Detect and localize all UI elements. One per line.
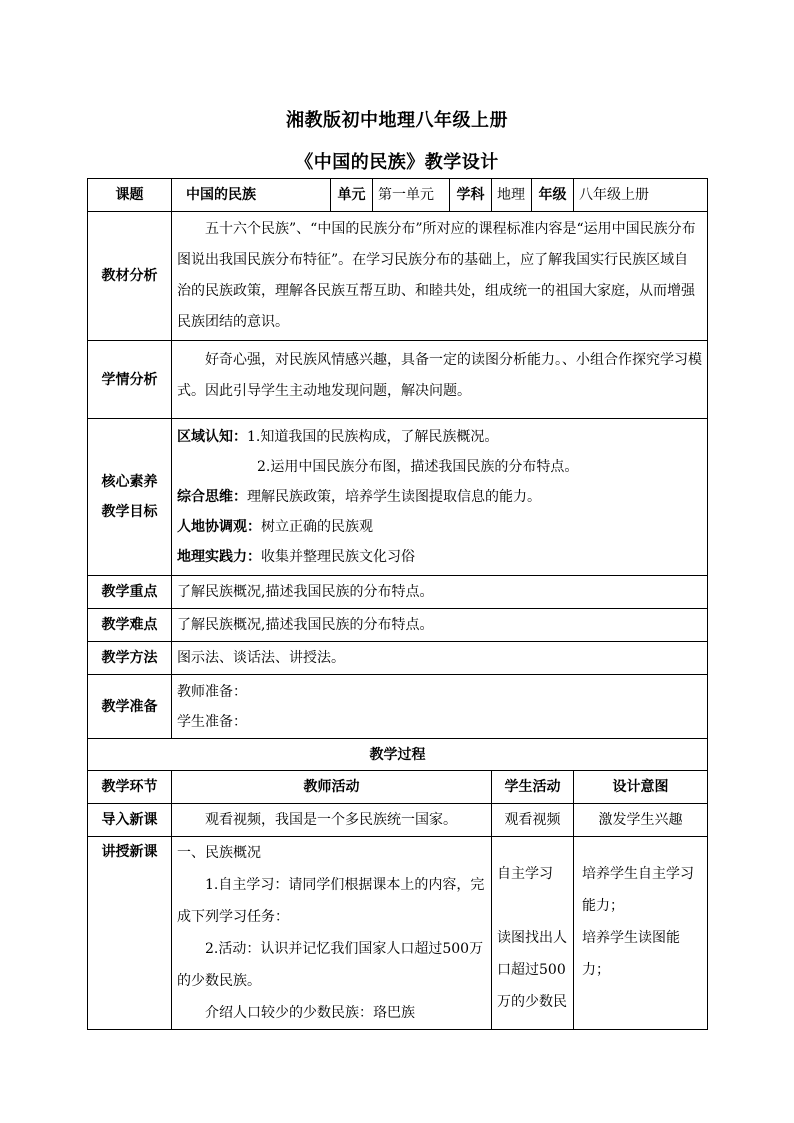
topic-value: 中国的民族 bbox=[172, 179, 331, 212]
harmony-label: 人地协调观： bbox=[177, 519, 261, 535]
process-header-row bbox=[88, 771, 708, 804]
regional-label: 区域认知： bbox=[177, 429, 247, 445]
lecture-teacher-4: 介绍人口较少的少数民族：珞巴族 bbox=[205, 1005, 415, 1021]
lecture-stage: 讲授新课 bbox=[88, 837, 172, 1030]
label-difficulty: 教学难点 bbox=[88, 609, 172, 642]
student-preparation: 学生准备： bbox=[177, 713, 247, 730]
difficulty-text: 了解民族概况,描述我国民族的分布特点。 bbox=[172, 609, 708, 642]
method-text: 图示法、谈话法、讲授法。 bbox=[172, 642, 708, 675]
lecture-intent bbox=[574, 837, 708, 1030]
lecture-row bbox=[88, 837, 708, 1030]
label-subject: 学科 bbox=[450, 179, 492, 212]
label-topic: 课题 bbox=[88, 179, 172, 212]
practice-label: 地理实践力： bbox=[177, 549, 261, 565]
lecture-student bbox=[492, 837, 574, 1030]
label-core-goals-line1: 核心素养 bbox=[101, 474, 158, 490]
method-row bbox=[88, 642, 708, 675]
label-core-goals bbox=[88, 419, 172, 576]
lecture-teacher-3: 2.活动：认识并记忆我们国家人口超过500万的少数民族。 bbox=[177, 941, 484, 989]
lecture-teacher-1: 一、民族概况 bbox=[177, 845, 261, 861]
regional-goal-1: 1.知道我国的民族构成，了解民族概况。 bbox=[247, 429, 499, 445]
student-analysis-text: 好奇心强，对民族风情感兴趣，具备一定的读图分析能力。、小组合作探究学习模式。因此引导学生主动地发现问题，解决问题。 bbox=[172, 341, 708, 419]
label-core-goals-line2: 教学目标 bbox=[101, 504, 158, 520]
lecture-intent-1: 培养学生自主学习能力； bbox=[582, 866, 694, 914]
document-subtitle: 《中国的民族》教学设计 bbox=[295, 152, 499, 173]
intro-intent: 激发学生兴趣 bbox=[574, 804, 708, 837]
document-title: 湘教版初中地理八年级上册 bbox=[286, 110, 508, 131]
thinking-goal: 理解民族政策，培养学生读图提取信息的能力。 bbox=[247, 489, 541, 505]
label-unit: 单元 bbox=[331, 179, 373, 212]
col-teacher-activity: 教师活动 bbox=[172, 771, 492, 804]
key-point-row bbox=[88, 576, 708, 609]
lecture-teacher bbox=[172, 837, 492, 1030]
thinking-label: 综合思维： bbox=[177, 489, 247, 505]
core-goals-content bbox=[172, 419, 708, 576]
intro-row bbox=[88, 804, 708, 837]
material-analysis-text: 五十六个民族”、“中国的民族分布”所对应的课程标准内容是“运用中国民族分布图说出我国民族分布特征”。在学习民族分布的基础上，应了解我国实行民族区域自治的民族政策，理解各民族互帮互助、和睦共处，组成统一的祖国大家庭，从而增强民族团结的意识。 bbox=[172, 212, 708, 341]
intro-stage: 导入新课 bbox=[88, 804, 172, 837]
harmony-goal: 树立正确的民族观 bbox=[261, 519, 373, 535]
col-design-intent: 设计意图 bbox=[574, 771, 708, 804]
lecture-intent-2: 培养学生读图能力； bbox=[582, 930, 680, 978]
label-grade: 年级 bbox=[532, 179, 574, 212]
preparation-row bbox=[88, 675, 708, 739]
topic-row bbox=[88, 179, 708, 212]
grade-value: 八年级上册 bbox=[574, 179, 708, 212]
practice-goal: 收集并整理民族文化习俗 bbox=[261, 549, 415, 565]
preparation-content bbox=[172, 675, 708, 739]
subject-value: 地理 bbox=[492, 179, 532, 212]
label-material-analysis: 教材分析 bbox=[88, 212, 172, 341]
lecture-teacher-2: 1.自主学习：请同学们根据课本上的内容，完成下列学习任务： bbox=[177, 877, 485, 925]
core-goals-row bbox=[88, 419, 708, 576]
difficulty-row bbox=[88, 609, 708, 642]
process-heading-row bbox=[88, 739, 708, 771]
lecture-student-1: 自主学习 bbox=[497, 866, 553, 882]
col-student-activity: 学生活动 bbox=[492, 771, 574, 804]
teacher-preparation: 教师准备： bbox=[177, 683, 247, 700]
col-stage: 教学环节 bbox=[88, 771, 172, 804]
label-student-analysis: 学情分析 bbox=[88, 341, 172, 419]
student-analysis-row bbox=[88, 341, 708, 419]
regional-goal-2: 2.运用中国民族分布图，描述我国民族的分布特点。 bbox=[257, 459, 579, 475]
label-method: 教学方法 bbox=[88, 642, 172, 675]
lesson-plan-table bbox=[87, 178, 708, 1030]
intro-teacher: 观看视频，我国是一个多民族统一国家。 bbox=[172, 804, 492, 837]
key-point-text: 了解民族概况,描述我国民族的分布特点。 bbox=[172, 576, 708, 609]
label-key-point: 教学重点 bbox=[88, 576, 172, 609]
lecture-student-2: 读图找出人口超过500万的少数民 bbox=[497, 930, 567, 1010]
process-heading: 教学过程 bbox=[88, 739, 708, 771]
intro-student: 观看视频 bbox=[492, 804, 574, 837]
material-analysis-row bbox=[88, 212, 708, 341]
unit-value: 第一单元 bbox=[373, 179, 450, 212]
label-preparation: 教学准备 bbox=[88, 675, 172, 739]
